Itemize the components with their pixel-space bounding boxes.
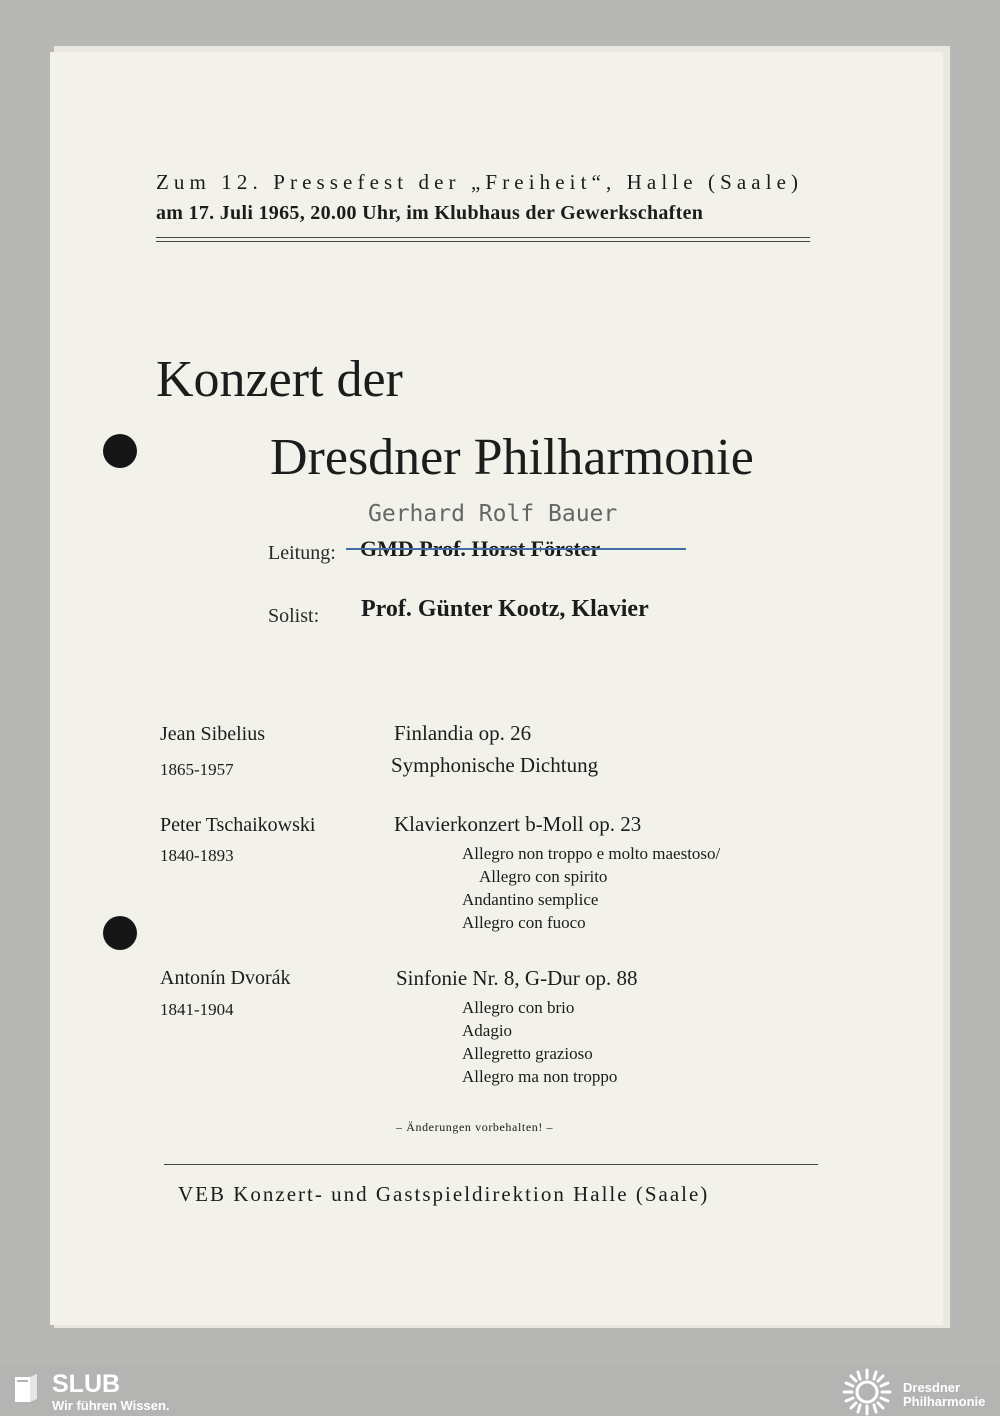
partner-name-line1: Dresdner <box>903 1380 961 1395</box>
concert-title-line2: Dresdner Philharmonie <box>270 429 754 486</box>
work-subtitle: Symphonische Dichtung <box>391 753 599 777</box>
punch-hole-top <box>103 434 137 468</box>
composer-dates: 1841-1904 <box>160 1000 234 1019</box>
composer-name: Jean Sibelius <box>160 723 265 745</box>
movement: Allegro con spirito <box>479 867 608 886</box>
composer-name: Antonín Dvorák <box>160 967 291 989</box>
partner-name-line2: Philharmonie <box>903 1394 986 1409</box>
organizer-footer: VEB Konzert- und Gastspieldirektion Halle (Saale) <box>178 1182 710 1206</box>
work-title: Finlandia op. 26 <box>394 721 532 745</box>
footer-rule <box>164 1164 818 1165</box>
movement: Allegro ma non troppo <box>462 1067 618 1086</box>
composer-dates: 1865-1957 <box>160 760 234 779</box>
movement: Andantino semplice <box>462 890 599 909</box>
event-header-line1: Zum 12. Pressefest der „Freiheit“, Halle (Saale) <box>156 170 804 194</box>
slub-name[interactable]: SLUB <box>52 1370 121 1398</box>
header-rule-bottom <box>156 241 810 242</box>
header-rule-top <box>156 237 810 238</box>
conductor-original-struck: GMD Prof. Horst Förster <box>360 536 601 561</box>
changes-reserved-note: – Änderungen vorbehalten! – <box>396 1120 554 1134</box>
soloist-label: Solist: <box>268 605 320 627</box>
work-title: Sinfonie Nr. 8, G-Dur op. 88 <box>396 966 638 990</box>
conductor-label: Leitung: <box>268 542 336 564</box>
work-title: Klavierkonzert b-Moll op. 23 <box>394 812 642 836</box>
slub-tagline: Wir führen Wissen. <box>52 1398 170 1413</box>
movement: Allegro con fuoco <box>462 913 586 932</box>
event-header-line2: am 17. Juli 1965, 20.00 Uhr, im Klubhaus der Gewerkschaften <box>156 202 704 224</box>
movement: Adagio <box>462 1021 513 1040</box>
soloist-name: Prof. Günter Kootz, Klavier <box>361 596 649 622</box>
sunburst-logo-icon[interactable] <box>842 1368 892 1416</box>
typed-conductor-correction: Gerhard Rolf Bauer <box>368 501 618 527</box>
composer-name: Peter Tschaikowski <box>160 814 316 836</box>
strikethrough-line <box>346 548 686 550</box>
movement: Allegro non troppo e molto maestoso/ <box>462 844 721 863</box>
movement: Allegretto grazioso <box>462 1044 593 1063</box>
concert-title-line1: Konzert der <box>156 351 403 408</box>
composer-dates: 1840-1893 <box>160 846 234 865</box>
slub-book-icon[interactable] <box>13 1372 39 1404</box>
program-sheet <box>50 52 943 1325</box>
movement: Allegro con brio <box>462 998 575 1017</box>
punch-hole-bottom <box>103 916 137 950</box>
